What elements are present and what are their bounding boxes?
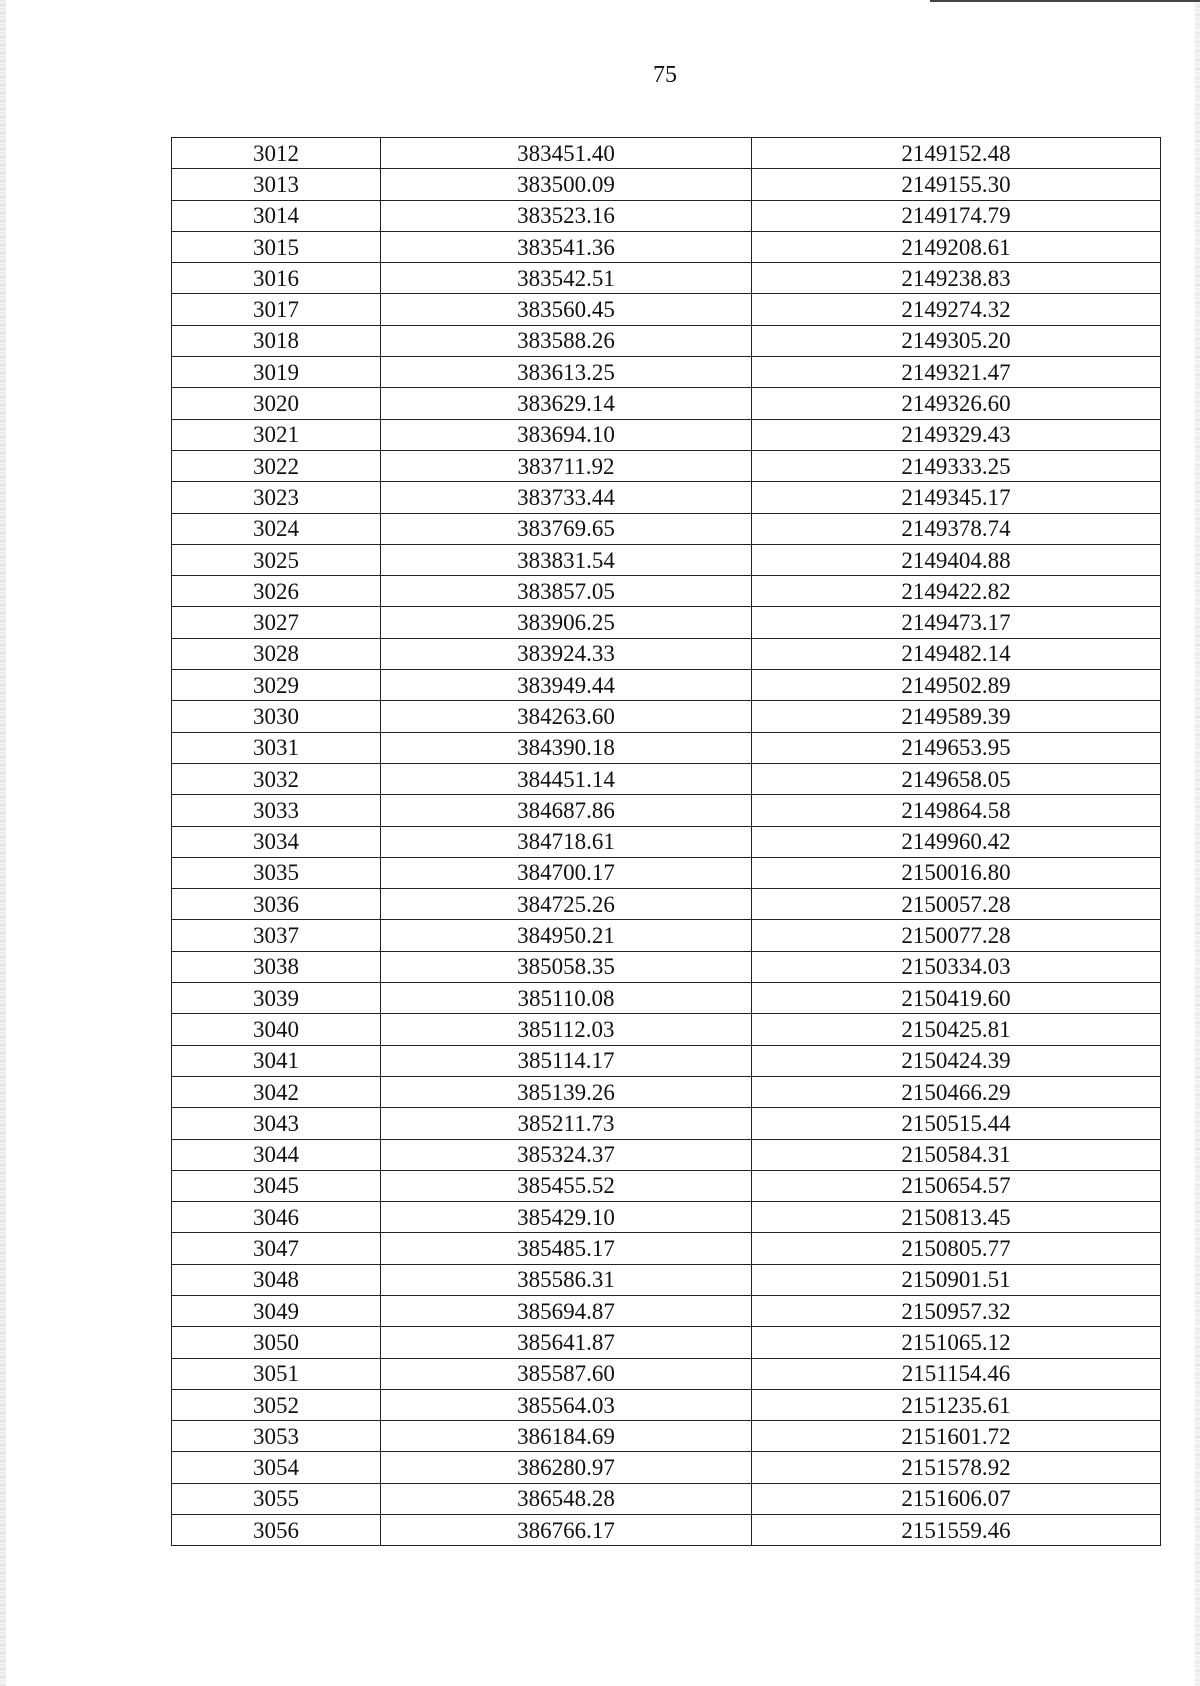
y-coordinate-cell: 2150419.60 (752, 983, 1161, 1014)
y-coordinate-cell: 2149345.17 (752, 482, 1161, 513)
point-id-cell: 3054 (172, 1452, 381, 1483)
point-id-cell: 3032 (172, 763, 381, 794)
point-id-cell: 3027 (172, 607, 381, 638)
point-id-cell: 3037 (172, 920, 381, 951)
table-row (172, 983, 1161, 1014)
y-coordinate-cell: 2149502.89 (752, 670, 1161, 701)
table-row (172, 325, 1161, 356)
point-id-cell: 3024 (172, 513, 381, 544)
y-coordinate-cell: 2150057.28 (752, 889, 1161, 920)
scan-edge-left (0, 0, 6, 1686)
y-coordinate-cell: 2151578.92 (752, 1452, 1161, 1483)
x-coordinate-cell: 385114.17 (381, 1045, 752, 1076)
x-coordinate-cell: 386766.17 (381, 1515, 752, 1546)
table-row (172, 638, 1161, 669)
y-coordinate-cell: 2150901.51 (752, 1264, 1161, 1295)
table-row (172, 1108, 1161, 1139)
x-coordinate-cell: 384263.60 (381, 701, 752, 732)
table-row (172, 263, 1161, 294)
y-coordinate-cell: 2149864.58 (752, 795, 1161, 826)
point-id-cell: 3045 (172, 1170, 381, 1201)
x-coordinate-cell: 385110.08 (381, 983, 752, 1014)
point-id-cell: 3029 (172, 670, 381, 701)
table-row (172, 1515, 1161, 1546)
y-coordinate-cell: 2149238.83 (752, 263, 1161, 294)
point-id-cell: 3014 (172, 200, 381, 231)
x-coordinate-cell: 383613.25 (381, 357, 752, 388)
point-id-cell: 3043 (172, 1108, 381, 1139)
table-row (172, 138, 1161, 169)
table-row (172, 1389, 1161, 1420)
table-row (172, 920, 1161, 951)
y-coordinate-cell: 2149658.05 (752, 763, 1161, 794)
x-coordinate-cell: 383711.92 (381, 450, 752, 481)
table-row (172, 1202, 1161, 1233)
point-id-cell: 3028 (172, 638, 381, 669)
x-coordinate-cell: 384451.14 (381, 763, 752, 794)
point-id-cell: 3016 (172, 263, 381, 294)
point-id-cell: 3017 (172, 294, 381, 325)
table-row (172, 951, 1161, 982)
table-row (172, 294, 1161, 325)
coordinate-table-body (172, 138, 1161, 1546)
table-row (172, 1483, 1161, 1514)
point-id-cell: 3030 (172, 701, 381, 732)
point-id-cell: 3039 (172, 983, 381, 1014)
y-coordinate-cell: 2150805.77 (752, 1233, 1161, 1264)
table-row (172, 857, 1161, 888)
y-coordinate-cell: 2151065.12 (752, 1327, 1161, 1358)
table-row (172, 763, 1161, 794)
y-coordinate-cell: 2150016.80 (752, 857, 1161, 888)
point-id-cell: 3019 (172, 357, 381, 388)
x-coordinate-cell: 386280.97 (381, 1452, 752, 1483)
y-coordinate-cell: 2151559.46 (752, 1515, 1161, 1546)
y-coordinate-cell: 2149208.61 (752, 231, 1161, 262)
y-coordinate-cell: 2149653.95 (752, 732, 1161, 763)
x-coordinate-cell: 385429.10 (381, 1202, 752, 1233)
x-coordinate-cell: 383857.05 (381, 576, 752, 607)
table-row (172, 1045, 1161, 1076)
point-id-cell: 3053 (172, 1421, 381, 1452)
y-coordinate-cell: 2149329.43 (752, 419, 1161, 450)
table-row (172, 1327, 1161, 1358)
y-coordinate-cell: 2150424.39 (752, 1045, 1161, 1076)
point-id-cell: 3038 (172, 951, 381, 982)
y-coordinate-cell: 2150077.28 (752, 920, 1161, 951)
table-row (172, 670, 1161, 701)
x-coordinate-cell: 383769.65 (381, 513, 752, 544)
point-id-cell: 3049 (172, 1295, 381, 1326)
table-row (172, 388, 1161, 419)
table-row (172, 889, 1161, 920)
point-id-cell: 3056 (172, 1515, 381, 1546)
table-row (172, 1139, 1161, 1170)
x-coordinate-cell: 385139.26 (381, 1076, 752, 1107)
x-coordinate-cell: 385211.73 (381, 1108, 752, 1139)
x-coordinate-cell: 383733.44 (381, 482, 752, 513)
table-row (172, 357, 1161, 388)
table-row (172, 795, 1161, 826)
y-coordinate-cell: 2150466.29 (752, 1076, 1161, 1107)
x-coordinate-cell: 383500.09 (381, 169, 752, 200)
y-coordinate-cell: 2149378.74 (752, 513, 1161, 544)
x-coordinate-cell: 385058.35 (381, 951, 752, 982)
y-coordinate-cell: 2149321.47 (752, 357, 1161, 388)
x-coordinate-cell: 384718.61 (381, 826, 752, 857)
table-row (172, 1233, 1161, 1264)
x-coordinate-cell: 383831.54 (381, 544, 752, 575)
y-coordinate-cell: 2149589.39 (752, 701, 1161, 732)
y-coordinate-cell: 2149326.60 (752, 388, 1161, 419)
x-coordinate-cell: 383629.14 (381, 388, 752, 419)
x-coordinate-cell: 384725.26 (381, 889, 752, 920)
table-row (172, 419, 1161, 450)
y-coordinate-cell: 2151601.72 (752, 1421, 1161, 1452)
table-row (172, 1295, 1161, 1326)
y-coordinate-cell: 2149305.20 (752, 325, 1161, 356)
point-id-cell: 3031 (172, 732, 381, 763)
x-coordinate-cell: 383694.10 (381, 419, 752, 450)
table-row (172, 1076, 1161, 1107)
table-row (172, 607, 1161, 638)
x-coordinate-cell: 385112.03 (381, 1014, 752, 1045)
table-row (172, 732, 1161, 763)
table-row (172, 544, 1161, 575)
y-coordinate-cell: 2149152.48 (752, 138, 1161, 169)
y-coordinate-cell: 2149482.14 (752, 638, 1161, 669)
scan-top-line (930, 0, 1200, 2)
table-row (172, 701, 1161, 732)
y-coordinate-cell: 2151154.46 (752, 1358, 1161, 1389)
y-coordinate-cell: 2150425.81 (752, 1014, 1161, 1045)
point-id-cell: 3042 (172, 1076, 381, 1107)
x-coordinate-cell: 385485.17 (381, 1233, 752, 1264)
table-row (172, 1421, 1161, 1452)
scan-edge-right (1195, 0, 1200, 1686)
x-coordinate-cell: 383541.36 (381, 231, 752, 262)
point-id-cell: 3021 (172, 419, 381, 450)
point-id-cell: 3044 (172, 1139, 381, 1170)
table-row (172, 200, 1161, 231)
point-id-cell: 3015 (172, 231, 381, 262)
point-id-cell: 3025 (172, 544, 381, 575)
x-coordinate-cell: 385641.87 (381, 1327, 752, 1358)
point-id-cell: 3020 (172, 388, 381, 419)
point-id-cell: 3036 (172, 889, 381, 920)
y-coordinate-cell: 2149473.17 (752, 607, 1161, 638)
point-id-cell: 3048 (172, 1264, 381, 1295)
x-coordinate-cell: 383560.45 (381, 294, 752, 325)
x-coordinate-cell: 384950.21 (381, 920, 752, 951)
y-coordinate-cell: 2151606.07 (752, 1483, 1161, 1514)
x-coordinate-cell: 383588.26 (381, 325, 752, 356)
coordinate-table (171, 137, 1161, 1546)
point-id-cell: 3012 (172, 138, 381, 169)
point-id-cell: 3040 (172, 1014, 381, 1045)
x-coordinate-cell: 383906.25 (381, 607, 752, 638)
point-id-cell: 3050 (172, 1327, 381, 1358)
y-coordinate-cell: 2149274.32 (752, 294, 1161, 325)
point-id-cell: 3046 (172, 1202, 381, 1233)
table-row (172, 169, 1161, 200)
point-id-cell: 3035 (172, 857, 381, 888)
point-id-cell: 3034 (172, 826, 381, 857)
point-id-cell: 3026 (172, 576, 381, 607)
y-coordinate-cell: 2150813.45 (752, 1202, 1161, 1233)
point-id-cell: 3051 (172, 1358, 381, 1389)
x-coordinate-cell: 384390.18 (381, 732, 752, 763)
point-id-cell: 3022 (172, 450, 381, 481)
x-coordinate-cell: 385694.87 (381, 1295, 752, 1326)
y-coordinate-cell: 2149155.30 (752, 169, 1161, 200)
table-row (172, 513, 1161, 544)
table-row (172, 1264, 1161, 1295)
x-coordinate-cell: 385587.60 (381, 1358, 752, 1389)
x-coordinate-cell: 384687.86 (381, 795, 752, 826)
x-coordinate-cell: 385586.31 (381, 1264, 752, 1295)
point-id-cell: 3055 (172, 1483, 381, 1514)
y-coordinate-cell: 2150584.31 (752, 1139, 1161, 1170)
y-coordinate-cell: 2150334.03 (752, 951, 1161, 982)
x-coordinate-cell: 386184.69 (381, 1421, 752, 1452)
y-coordinate-cell: 2149422.82 (752, 576, 1161, 607)
table-row (172, 231, 1161, 262)
point-id-cell: 3018 (172, 325, 381, 356)
y-coordinate-cell: 2149960.42 (752, 826, 1161, 857)
x-coordinate-cell: 383542.51 (381, 263, 752, 294)
x-coordinate-cell: 386548.28 (381, 1483, 752, 1514)
y-coordinate-cell: 2149174.79 (752, 200, 1161, 231)
y-coordinate-cell: 2149404.88 (752, 544, 1161, 575)
x-coordinate-cell: 383924.33 (381, 638, 752, 669)
table-row (172, 826, 1161, 857)
point-id-cell: 3052 (172, 1389, 381, 1420)
point-id-cell: 3033 (172, 795, 381, 826)
table-row (172, 450, 1161, 481)
table-row (172, 1452, 1161, 1483)
table-row (172, 1014, 1161, 1045)
x-coordinate-cell: 383451.40 (381, 138, 752, 169)
point-id-cell: 3023 (172, 482, 381, 513)
y-coordinate-cell: 2149333.25 (752, 450, 1161, 481)
table-row (172, 576, 1161, 607)
y-coordinate-cell: 2150515.44 (752, 1108, 1161, 1139)
point-id-cell: 3013 (172, 169, 381, 200)
y-coordinate-cell: 2150957.32 (752, 1295, 1161, 1326)
x-coordinate-cell: 384700.17 (381, 857, 752, 888)
y-coordinate-cell: 2150654.57 (752, 1170, 1161, 1201)
x-coordinate-cell: 385564.03 (381, 1389, 752, 1420)
x-coordinate-cell: 383523.16 (381, 200, 752, 231)
x-coordinate-cell: 383949.44 (381, 670, 752, 701)
y-coordinate-cell: 2151235.61 (752, 1389, 1161, 1420)
point-id-cell: 3047 (172, 1233, 381, 1264)
table-row (172, 482, 1161, 513)
table-row (172, 1170, 1161, 1201)
point-id-cell: 3041 (172, 1045, 381, 1076)
x-coordinate-cell: 385324.37 (381, 1139, 752, 1170)
page-number: 75 (653, 62, 677, 88)
x-coordinate-cell: 385455.52 (381, 1170, 752, 1201)
table-row (172, 1358, 1161, 1389)
